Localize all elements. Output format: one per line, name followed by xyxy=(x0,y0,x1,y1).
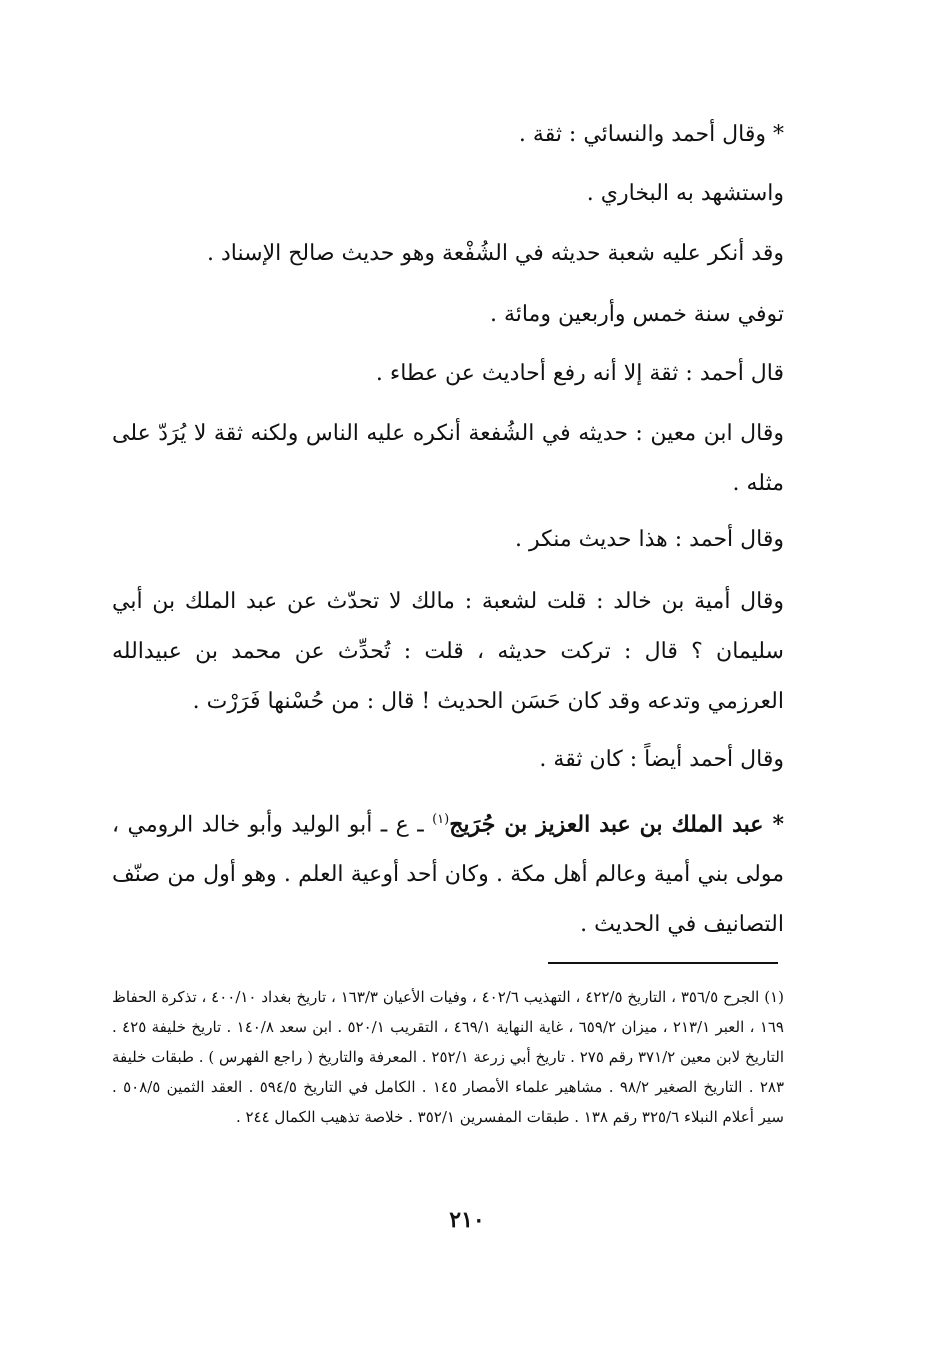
paragraph-4: توفي سنة خمس وأربعين ومائة . xyxy=(489,302,784,327)
paragraph-1: * وقال أحمد والنسائي : ثقة . xyxy=(518,122,784,147)
paragraph-7: وقال أحمد : هذا حديث منكر . xyxy=(514,527,784,552)
entry-text: ـ ع ـ أبو الوليد وأبو خالد الرومي ، مولى بني أمية وعالم أهل مكة . وكان أحد أوعية العلم . وهو أول من صنّف التصانيف في الحديث . xyxy=(112,812,784,938)
entry-name: * عبد الملك بن عبد العزيز بن جُرَيج xyxy=(449,811,784,838)
footnote-1: (١) الجرح ٣٥٦/٥ ، التاريخ ٤٢٢/٥ ، التهذيب ٤٠٢/٦ ، وفيات الأعيان ١٦٣/٣ ، تاريخ بغداد ٤٠٠/١٠ ، تذكرة الحفاظ ١٦٩ ، العبر ٢١٣/١ ، ميزان ٦٥٩/٢ ، غاية النهاية ٤٦٩/١ ، التقريب ٥٢٠/١ . ابن سعد ١٤٠/٨ . تاريخ خليفة ٤٢٥ . التاريخ لابن معين ٣٧١/٢ رقم ٢٧٥ . تاريخ أبي زرعة ٢٥٢/١ . المعرفة والتاريخ ( راجع الفهرس ) . طبقات خليفة ٢٨٣ . التاريخ الصغير ٩٨/٢ . مشاهير علماء الأمصار ١٤٥ . الكامل في التاريخ ٥٩٤/٥ . العقد الثمين ٥٠٨/٥ . سير أعلام النبلاء ٣٢٥/٦ رقم ١٣٨ . طبقات المفسرين ٣٥٢/١ . خلاصة تذهيب الكمال ٢٤٤ . xyxy=(112,988,784,1126)
footnote-divider xyxy=(548,962,778,964)
biography-entry xyxy=(112,795,784,950)
footnote-ref: (١) xyxy=(432,812,450,827)
page-number: ٢١٠ xyxy=(449,1207,485,1233)
paragraph-5: قال أحمد : ثقة إلا أنه رفع أحاديث عن عطاء . xyxy=(375,361,784,386)
paragraph-2: واستشهد به البخاري . xyxy=(586,181,784,206)
paragraph-8: وقال أمية بن خالد : قلت لشعبة : مالك لا تحدّث عن عبد الملك بن أبي سليمان ؟ قال : تركت حديثه ، قلت : تُحدِّث عن محمد بن عبيدالله العرزمي وتدعه وقد كان حَسَن الحديث ! قال : من حُسْنها فَرَرْت . xyxy=(112,589,784,714)
paragraph-6: وقال ابن معين : حديثه في الشُفعة أنكره عليه الناس ولكنه ثقة لا يُرَدّ على مثله . xyxy=(112,421,784,496)
paragraph-9: وقال أحمد أيضاً : كان ثقة . xyxy=(539,747,784,772)
paragraph-3: وقد أنكر عليه شعبة حديثه في الشُفْعة وهو حديث صالح الإسناد . xyxy=(207,241,784,266)
main-text xyxy=(112,110,784,950)
